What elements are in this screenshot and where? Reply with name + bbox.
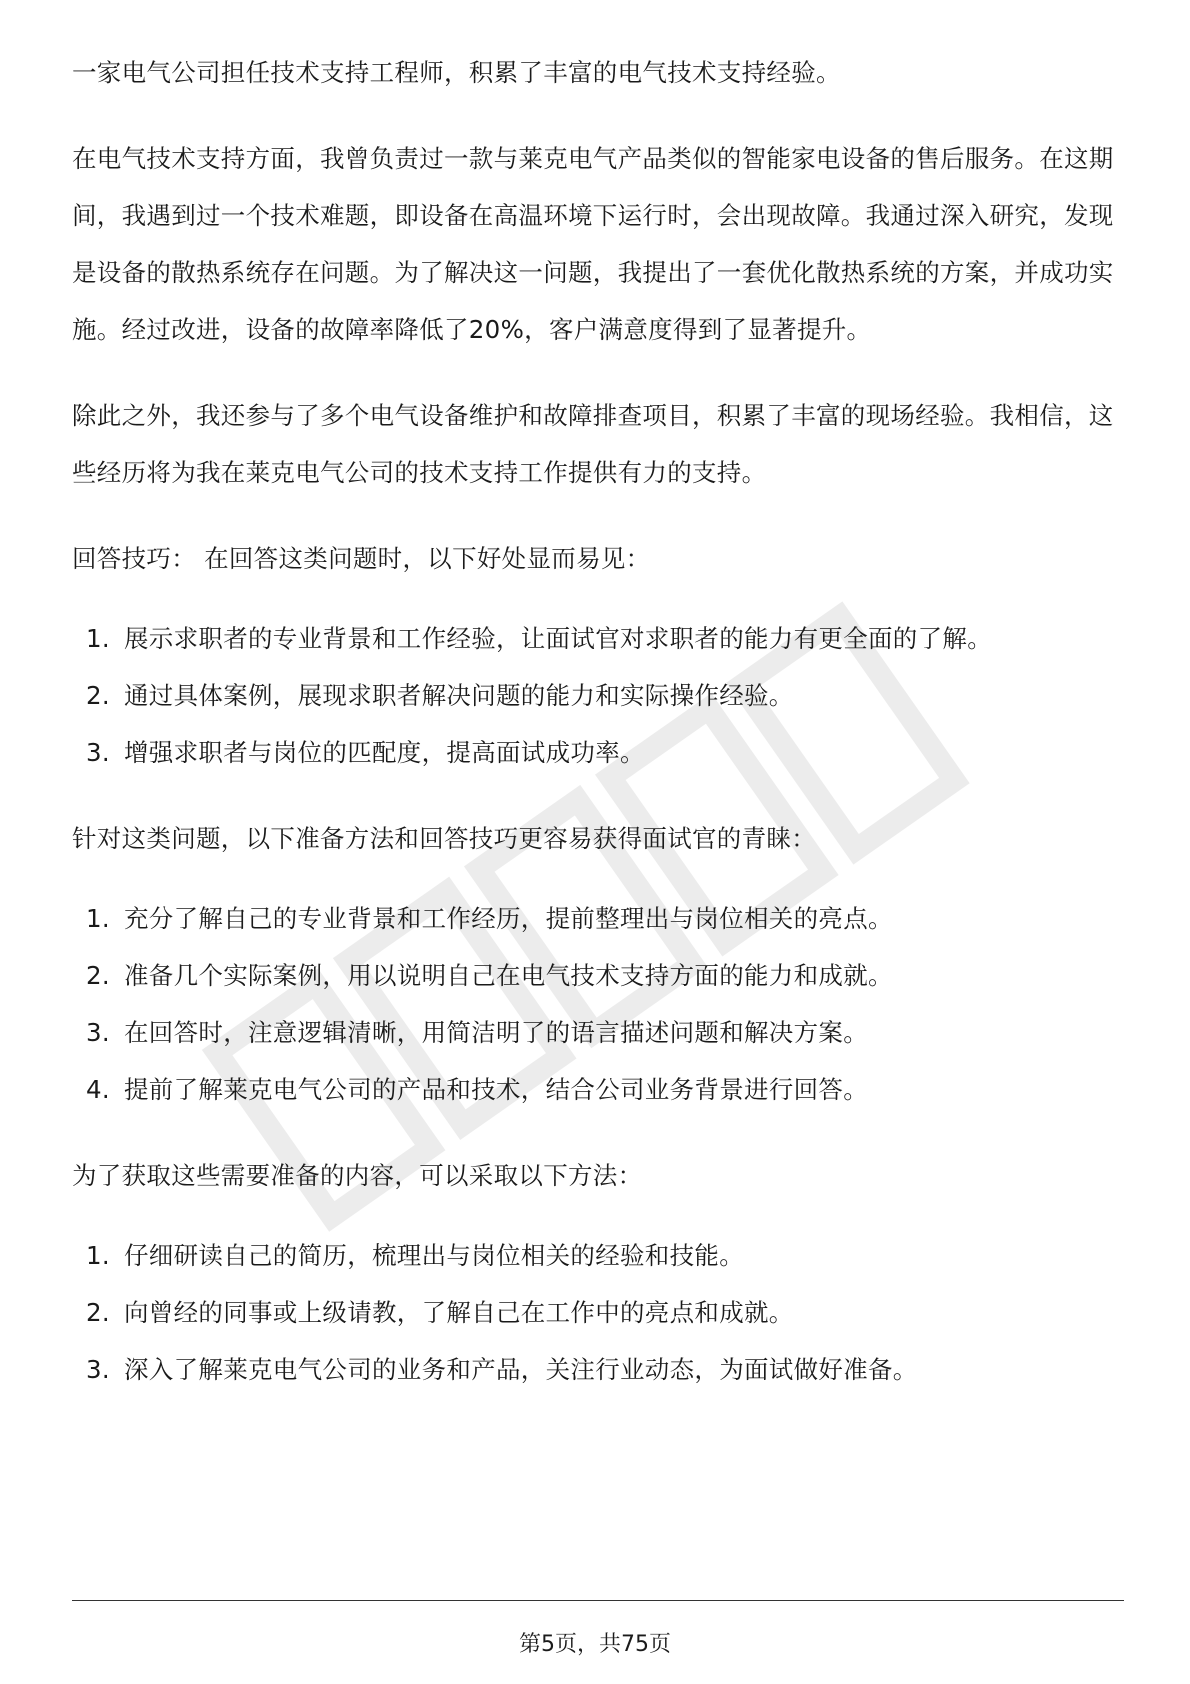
list-item bbox=[72, 947, 1122, 1004]
list-item-number: 1. bbox=[86, 624, 110, 653]
list-item-number: 1. bbox=[86, 904, 110, 933]
list-item-number: 2. bbox=[86, 1298, 110, 1327]
list-item-text: 增强求职者与岗位的匹配度，提高面试成功率。 bbox=[124, 738, 645, 767]
list-item bbox=[72, 724, 1122, 781]
list-item-text: 展示求职者的专业背景和工作经验，让面试官对求职者的能力有更全面的了解。 bbox=[124, 624, 992, 653]
paragraph-experience: 在电气技术支持方面，我曾负责过一款与莱克电气产品类似的智能家电设备的售后服务。在这期间，我遇到过一个技术难题，即设备在高温环境下运行时，会出现故障。我通过深入研究，发现是设备的散热系统存在问题。为了解决这一问题，我提出了一套优化散热系统的方案，并成功实施。经过改进，设备的故障率降低了20%，客户满意度得到了显著提升。 bbox=[72, 144, 1114, 344]
list-item-text: 准备几个实际案例，用以说明自己在电气技术支持方面的能力和成就。 bbox=[124, 961, 893, 990]
methods-list bbox=[72, 1227, 1122, 1398]
footer-divider bbox=[72, 1600, 1124, 1601]
list-item-number: 2. bbox=[86, 681, 110, 710]
paragraph-methods-intro: 为了获取这些需要准备的内容，可以采取以下方法： bbox=[72, 1161, 643, 1190]
list-item-text: 在回答时，注意逻辑清晰，用简洁明了的语言描述问题和解决方案。 bbox=[124, 1018, 868, 1047]
list-item-text: 深入了解莱克电气公司的业务和产品，关注行业动态，为面试做好准备。 bbox=[124, 1355, 918, 1384]
list-item bbox=[72, 667, 1122, 724]
list-item bbox=[72, 1284, 1122, 1341]
list-item bbox=[72, 1004, 1122, 1061]
list-item-number: 3. bbox=[86, 738, 110, 767]
list-item bbox=[72, 890, 1122, 947]
list-item bbox=[72, 1061, 1122, 1118]
list-item-text: 充分了解自己的专业背景和工作经历，提前整理出与岗位相关的亮点。 bbox=[124, 904, 893, 933]
list-item-number: 3. bbox=[86, 1355, 110, 1384]
list-item-text: 提前了解莱克电气公司的产品和技术，结合公司业务背景进行回答。 bbox=[124, 1075, 868, 1104]
paragraph-preparation-intro: 针对这类问题，以下准备方法和回答技巧更容易获得面试官的青睐： bbox=[72, 824, 816, 853]
list-item-text: 向曾经的同事或上级请教，了解自己在工作中的亮点和成就。 bbox=[124, 1298, 794, 1327]
benefits-list bbox=[72, 610, 1122, 781]
list-item bbox=[72, 1227, 1122, 1284]
page-number: 第5页，共75页 bbox=[519, 1632, 671, 1657]
paragraph-intro: 一家电气公司担任技术支持工程师，积累了丰富的电气技术支持经验。 bbox=[72, 58, 841, 87]
list-item-text: 仔细研读自己的简历，梳理出与岗位相关的经验和技能。 bbox=[124, 1241, 744, 1270]
list-item-number: 1. bbox=[86, 1241, 110, 1270]
list-item-number: 4. bbox=[86, 1075, 110, 1104]
document-body bbox=[72, 44, 1122, 1427]
list-item-text: 通过具体案例，展现求职者解决问题的能力和实际操作经验。 bbox=[124, 681, 794, 710]
paragraph-answer-tips: 回答技巧： 在回答这类问题时，以下好处显而易见： bbox=[72, 544, 651, 573]
list-item-number: 3. bbox=[86, 1018, 110, 1047]
paragraph-additional: 除此之外，我还参与了多个电气设备维护和故障排查项目，积累了丰富的现场经验。我相信，这些经历将为我在莱克电气公司的技术支持工作提供有力的支持。 bbox=[72, 401, 1114, 487]
preparation-list bbox=[72, 890, 1122, 1118]
list-item-number: 2. bbox=[86, 961, 110, 990]
list-item bbox=[72, 610, 1122, 667]
list-item bbox=[72, 1341, 1122, 1398]
